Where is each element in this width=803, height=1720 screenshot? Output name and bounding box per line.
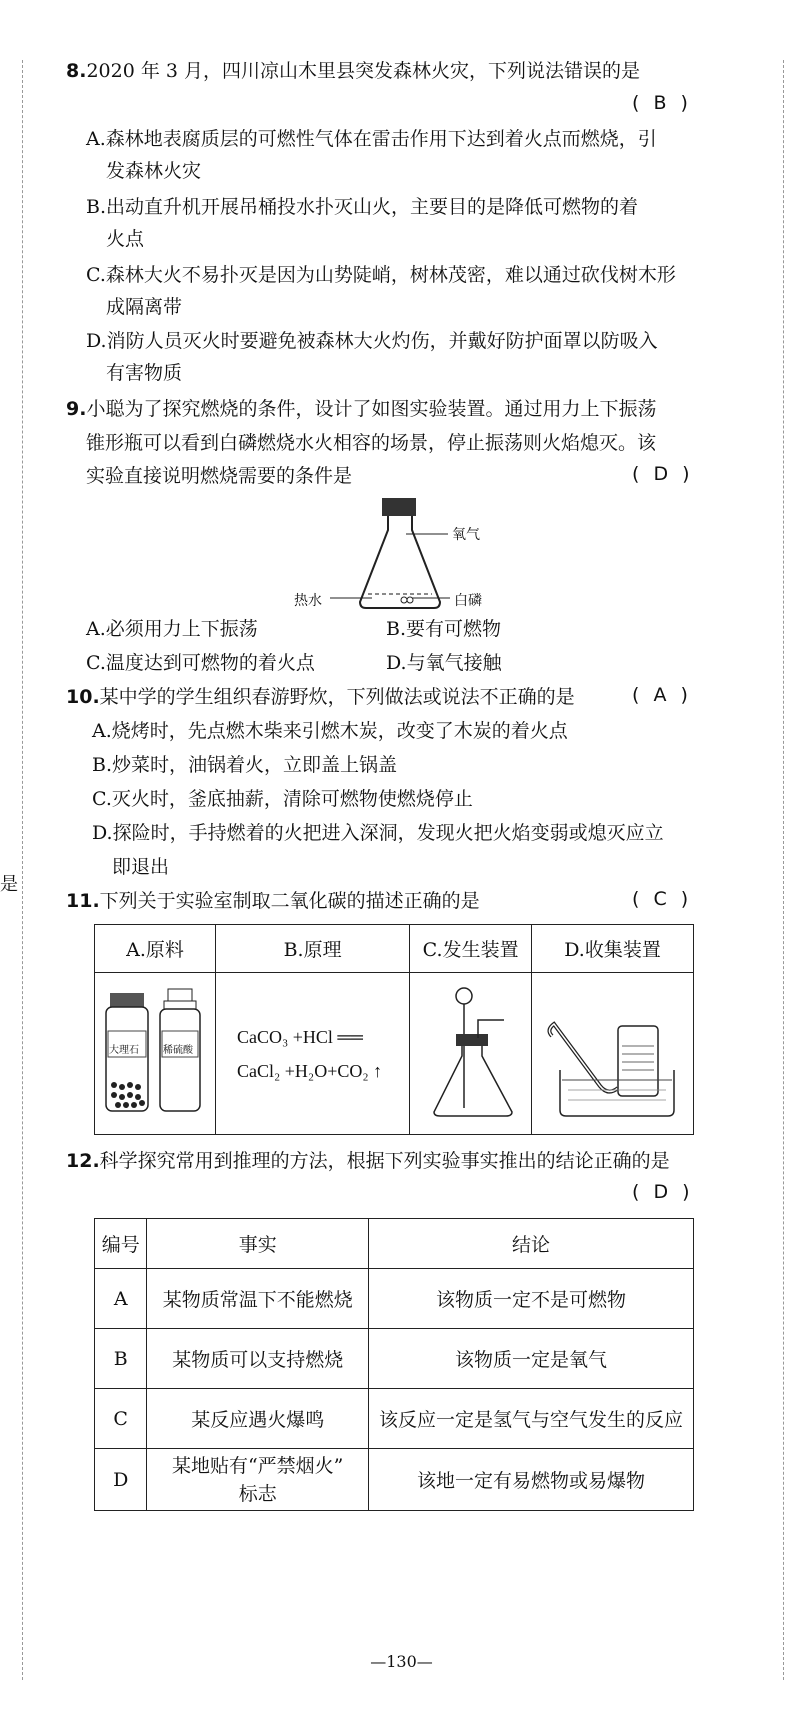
table-row: C 某反应遇火爆鸣 该反应一定是氢气与空气发生的反应	[95, 1389, 694, 1449]
hot-water-label: 热水	[294, 593, 322, 609]
q9-stem-line2: 锥形瓶可以看到白磷燃烧水火相容的场景，停止振荡则火焰熄灭。该	[86, 432, 657, 454]
equation-line-1: CaCO₃ +HCl ══	[237, 1026, 363, 1047]
q8-option-d: D.消防人员灭火时要避免被森林大火灼伤，并戴好防护面罩以防吸入	[86, 330, 658, 352]
q9-stem: 9.小聪为了探究燃烧的条件，设计了如图实验装置。通过用力上下振荡	[66, 398, 657, 420]
q10-option-d: D.探险时，手持燃着的火把进入深洞，发现火把火焰变弱或熄灭应立	[92, 822, 664, 844]
q10-answer: ( A )	[632, 684, 692, 706]
table-row: B 某物质可以支持燃烧 该物质一定是氧气	[95, 1329, 694, 1389]
q8-option-b: B.出动直升机开展吊桶投水扑灭山火，主要目的是降低可燃物的着	[86, 196, 639, 218]
gas-generator-icon	[416, 976, 526, 1126]
q10-option-a: A.烧烤时，先点燃木柴来引燃木炭，改变了木炭的着火点	[92, 720, 568, 742]
q8-option-a: A.森林地表腐质层的可燃性气体在雷击作用下达到着火点而燃烧，引	[86, 128, 657, 150]
q10-option-b: B.炒菜时，油锅着火，立即盖上锅盖	[92, 754, 398, 776]
q8-answer: ( B )	[632, 92, 692, 114]
q12-header-fact: 事实	[147, 1219, 369, 1269]
water-collection-icon	[538, 976, 688, 1126]
q11-stem: 11.下列关于实验室制取二氧化碳的描述正确的是	[66, 890, 480, 912]
q9-option-a: A.必须用力上下振荡	[86, 618, 258, 640]
white-phosphorus	[401, 597, 407, 603]
bottle-label-acid: 稀硫酸	[163, 1044, 193, 1056]
q11-header-d: D.收集装置	[532, 925, 694, 973]
q12-stem: 12.科学探究常用到推理的方法，根据下列实验事实推出的结论正确的是	[66, 1150, 670, 1172]
q11-cell-equation	[216, 973, 410, 1135]
q10-option-d-cont: 即退出	[112, 856, 170, 878]
q12-header-id: 编号	[95, 1219, 147, 1269]
equation-line-2: CaCl₂ +H₂O+CO₂ ↑	[237, 1060, 383, 1081]
q8-option-c: C.森林大火不易扑灭是因为山势陡峭，树林茂密，难以通过砍伐树木形	[86, 264, 676, 286]
q11-cell-reagent-bottles	[95, 973, 216, 1135]
q10-stem: 10.某中学的学生组织春游野炊，下列做法或说法不正确的是	[66, 686, 575, 708]
right-margin-line	[783, 60, 784, 1680]
q8-option-c-cont: 成隔离带	[106, 296, 183, 318]
white-phosphorus-label: 白磷	[454, 593, 482, 609]
q12-header-conclusion: 结论	[369, 1219, 694, 1269]
q8-stem: 8.2020 年 3 月，四川凉山木里县突发森林火灾，下列说法错误的是	[66, 60, 641, 82]
page-number: —130—	[370, 1652, 433, 1671]
table-row: A 某物质常温下不能燃烧 该物质一定不是可燃物	[95, 1269, 694, 1329]
margin-char: 是	[0, 874, 18, 895]
q10-option-c: C.灭火时，釜底抽薪，清除可燃物使燃烧停止	[92, 788, 473, 810]
q11-table	[94, 924, 694, 1135]
q12-table	[94, 1218, 694, 1511]
q11-header-b: B.原理	[216, 925, 410, 973]
oxygen-label: 氧气	[452, 527, 480, 543]
q9-stem-line3: 实验直接说明燃烧需要的条件是	[86, 465, 353, 487]
q8-option-d-cont: 有害物质	[106, 362, 183, 384]
q12-answer: ( D )	[632, 1181, 694, 1203]
left-margin-line	[22, 60, 23, 1680]
q11-header-c: C.发生装置	[410, 925, 532, 973]
table-row: D 某地贴有“严禁烟火” 标志 该地一定有易燃物或易爆物	[95, 1449, 694, 1511]
rubber-stopper	[382, 498, 416, 516]
q11-answer: ( C )	[632, 888, 693, 910]
q9-option-d: D.与氧气接触	[386, 652, 502, 674]
q9-option-b: B.要有可燃物	[386, 618, 502, 640]
q11-header-a: A.原料	[95, 925, 216, 973]
q8-option-a-cont: 发森林火灾	[106, 160, 202, 182]
q9-option-c: C.温度达到可燃物的着火点	[86, 652, 315, 674]
q8-option-b-cont: 火点	[106, 228, 145, 250]
q11-cell-generator	[410, 973, 532, 1135]
q9-answer: ( D )	[632, 463, 694, 485]
q11-cell-collection	[532, 973, 694, 1135]
bottle-label-marble: 大理石	[109, 1044, 139, 1056]
